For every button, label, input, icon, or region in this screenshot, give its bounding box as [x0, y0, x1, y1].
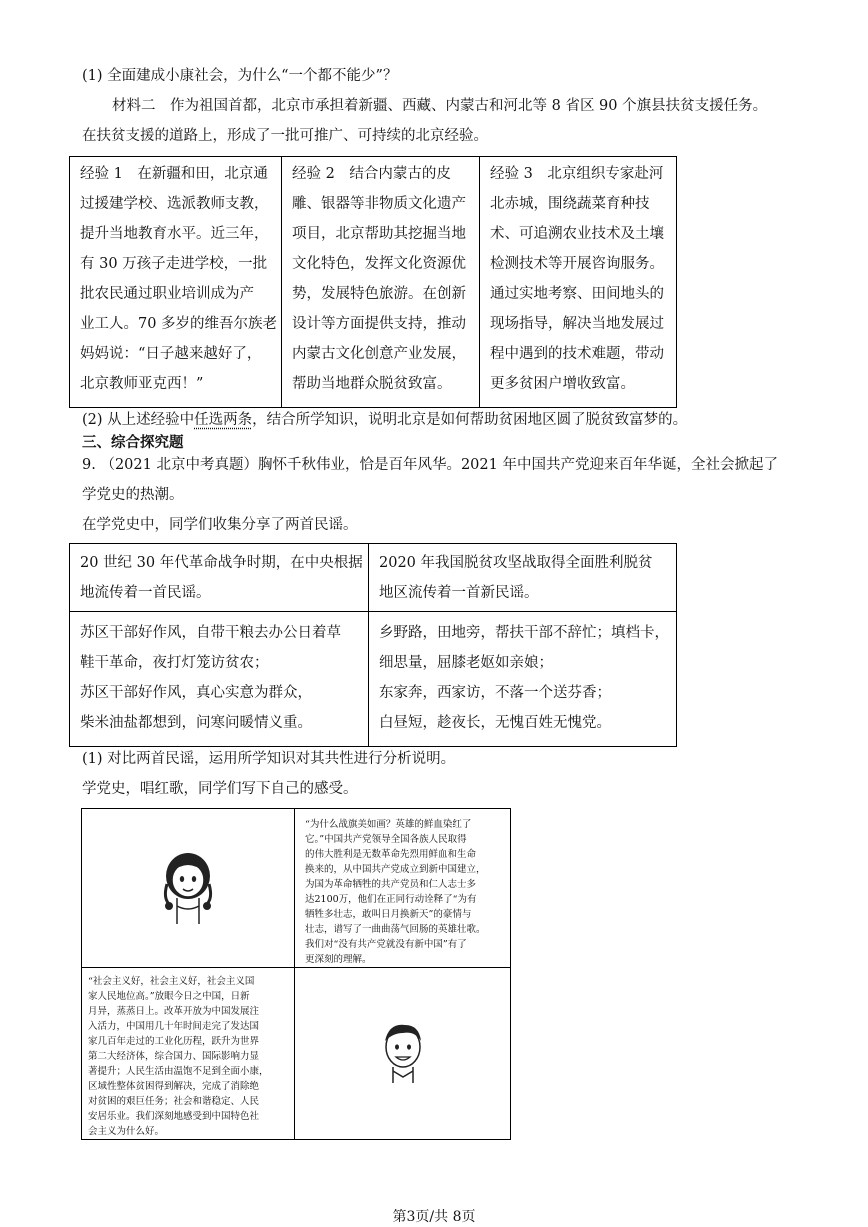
exp2-line: 设计等方面提供支持，推动: [292, 316, 466, 332]
exp2-line: 帮助当地群众脱贫致富。: [292, 376, 452, 392]
girl-text-line: 壮志，谱写了一曲曲荡气回肠的英雄壮歌。: [305, 924, 486, 935]
exp3-line: 通过实地考察、田间地头的: [490, 286, 664, 302]
ballad-right-line: 细思量，屈膝老妪如亲娘；: [379, 655, 553, 671]
boy-text-line: 家人民地位高。”放眼今日之中国，日新: [88, 991, 250, 1002]
exp2-line: 势，发展特色旅游。在创新: [292, 286, 466, 302]
q8-sub2: [82, 410, 687, 430]
exp1-line: 提升当地教育水平。近三年，: [80, 226, 269, 242]
girl-text-line: “为什么战旗美如画？英雄的鲜血染红了: [305, 819, 472, 830]
q8-material-line2: 在扶贫支援的道路上，形成了一批可推广、可持续的北京经验。: [82, 128, 488, 144]
feelings-grid: [81, 808, 511, 1140]
q9-intro-line1: 9. （2021 北京中考真题）胸怀千秋伟业，恰是百年风华。2021 年中国共产党迎来百年华诞，全社会掀起了: [82, 457, 778, 473]
ballad-left-head-line: 地流传着一首民谣。: [80, 585, 211, 601]
section-title: 三、综合探究题: [82, 435, 184, 451]
girl-text-line: 我们对“没有共产党就没有新中国”有了: [305, 939, 467, 950]
boy-cartoon-icon: [375, 1019, 431, 1085]
exp2-line: 经验 2 结合内蒙古的皮: [292, 166, 451, 182]
q9-sub1: (1) 对比两首民谣，运用所学知识对其共性进行分析说明。: [82, 751, 456, 767]
boy-text-line: 会主义为什么好。: [88, 1126, 165, 1137]
girl-text-line: 牺牲多壮志，敢叫日月换新天”的豪情与: [305, 909, 472, 920]
exp3-line: 更多贫困户增收致富。: [490, 376, 635, 392]
girl-picture-cell: [82, 809, 295, 968]
page-number: 第3页/共 8页: [392, 1209, 476, 1225]
q9-lead: 学党史，唱红歌，同学们写下自己的感受。: [82, 781, 358, 797]
girl-text-line: 的伟大胜利是无数革命先烈用鲜血和生命: [305, 849, 477, 860]
girl-cartoon-icon: [153, 846, 223, 926]
exp1-line: 经验 1 在新疆和田，北京通: [80, 166, 268, 182]
ballad-right-line: 乡野路，田地旁，帮扶干部不辞忙；填档卡，: [379, 625, 669, 641]
boy-text-line: 对贫困的艰巨任务；社会和谐稳定、人民: [88, 1096, 260, 1107]
ballad-left-head: [70, 544, 369, 612]
exp1-line: 北京教师亚克西！”: [80, 376, 204, 392]
exp2-line: 文化特色，发挥文化资源优: [292, 256, 466, 272]
boy-text-line: 第二大经济体，综合国力、国际影响力显: [88, 1051, 260, 1062]
exp2-line: 雕、银器等非物质文化遗产: [292, 196, 466, 212]
q8-sub1: (1) 全面建成小康社会，为什么“一个都不能少”？: [82, 68, 398, 84]
exp3-line: 现场指导，解决当地发展过: [490, 316, 664, 332]
exp1-line: 批农民通过职业培训成为产: [80, 286, 254, 302]
girl-text-line: 为国为革命牺牲的共产党员和仁人志士多: [305, 879, 477, 890]
ballad-left-line: 苏区干部好作风，真心实意为群众，: [80, 685, 312, 701]
q8-material-line1: 材料二 作为祖国首都，北京市承担着新疆、西藏、内蒙古和河北等 8 省区 90 个旗县扶贫支援任务。: [112, 98, 768, 114]
ballad-left-head-line: 20 世纪 30 年代革命战争时期，在中央根据: [80, 555, 363, 571]
boy-text-line: 区域性整体贫困得到解决，完成了消除绝: [88, 1081, 260, 1092]
ballad-right-line: 东家奔，西家访，不落一个送芬香；: [379, 685, 611, 701]
q9-intro-line3: 在学党史中，同学们收集分享了两首民谣。: [82, 517, 358, 533]
experience-cell-3: [480, 157, 677, 408]
exp1-line: 过援建学校、选派教师支教，: [80, 196, 269, 212]
exp2-line: 项目，北京帮助其挖掘当地: [292, 226, 466, 242]
ballad-left-line: 苏区干部好作风，自带干粮去办公日着草: [80, 625, 341, 641]
exp1-line: 妈妈说：“日子越来越好了，: [80, 346, 262, 362]
ballad-table: [69, 543, 677, 747]
ballad-left-body: [70, 612, 369, 747]
exp3-line: 程中遇到的技术难题，带动: [490, 346, 664, 362]
q8-sub2-emphasis: 任选两条: [194, 412, 253, 428]
boy-text-line: 家几百年走过的工业化历程，跃升为世界: [88, 1036, 260, 1047]
boy-text-line: 入活力，中国用几十年时间走完了发达国: [88, 1021, 260, 1032]
exp3-line: 北赤城，围绕蔬菜育种技: [490, 196, 650, 212]
ballad-left-line: 鞋干革命，夜打灯笼访贫农；: [80, 655, 269, 671]
boy-text-line: “社会主义好，社会主义好，社会主义国: [88, 976, 255, 987]
ballad-right-head-line: 地区流传着一首新民谣。: [379, 585, 539, 601]
exp3-line: 术、可追溯农业技术及土壤: [490, 226, 664, 242]
exp3-line: 经验 3 北京组织专家赴河: [490, 166, 664, 182]
girl-text-line: 达2100万，他们在正同行动诠释了“为有: [305, 894, 477, 905]
girl-text-line: 它。”中国共产党领导全国各族人民取得: [305, 834, 467, 845]
exp1-line: 有 30 万孩子走进学校，一批: [80, 256, 268, 272]
exp2-line: 内蒙古文化创意产业发展，: [292, 346, 466, 362]
boy-text-line: 著提升；人民生活由温饱不足到全面小康，: [88, 1066, 269, 1077]
ballad-right-line: 白昼短，趁夜长，无愧百姓无愧党。: [379, 715, 611, 731]
ballad-right-head-line: 2020 年我国脱贫攻坚战取得全面胜利脱贫: [379, 555, 653, 571]
q9-intro-line2: 学党史的热潮。: [82, 487, 184, 503]
q8-sub2-part-b: ，结合所学知识，说明北京是如何帮助贫困地区圆了脱贫致富梦的。: [252, 412, 688, 428]
ballad-left-line: 柴米油盐都想到，问寒问暖情义重。: [80, 715, 312, 731]
experience-cell-1: [70, 157, 282, 408]
experience-table: [69, 156, 677, 408]
girl-text-cell: [295, 809, 511, 968]
girl-text-line: 换来的，从中国共产党成立到新中国建立，: [305, 864, 486, 875]
exp1-line: 业工人。70 多岁的维吾尔族老: [80, 316, 278, 332]
boy-text-line: 安居乐业。我们深刻地感受到中国特色社: [88, 1111, 260, 1122]
q8-sub2-part-a: (2) 从上述经验中: [82, 412, 195, 428]
ballad-right-head: [369, 544, 677, 612]
exp3-line: 检测技术等开展咨询服务。: [490, 256, 664, 272]
boy-picture-cell: [295, 968, 511, 1140]
boy-text-cell: [82, 968, 295, 1140]
experience-cell-2: [282, 157, 480, 408]
girl-text-line: 更深刻的理解。: [305, 954, 372, 965]
boy-text-line: 月异，蒸蒸日上。改革开放为中国发展注: [88, 1006, 260, 1017]
ballad-right-body: [369, 612, 677, 747]
